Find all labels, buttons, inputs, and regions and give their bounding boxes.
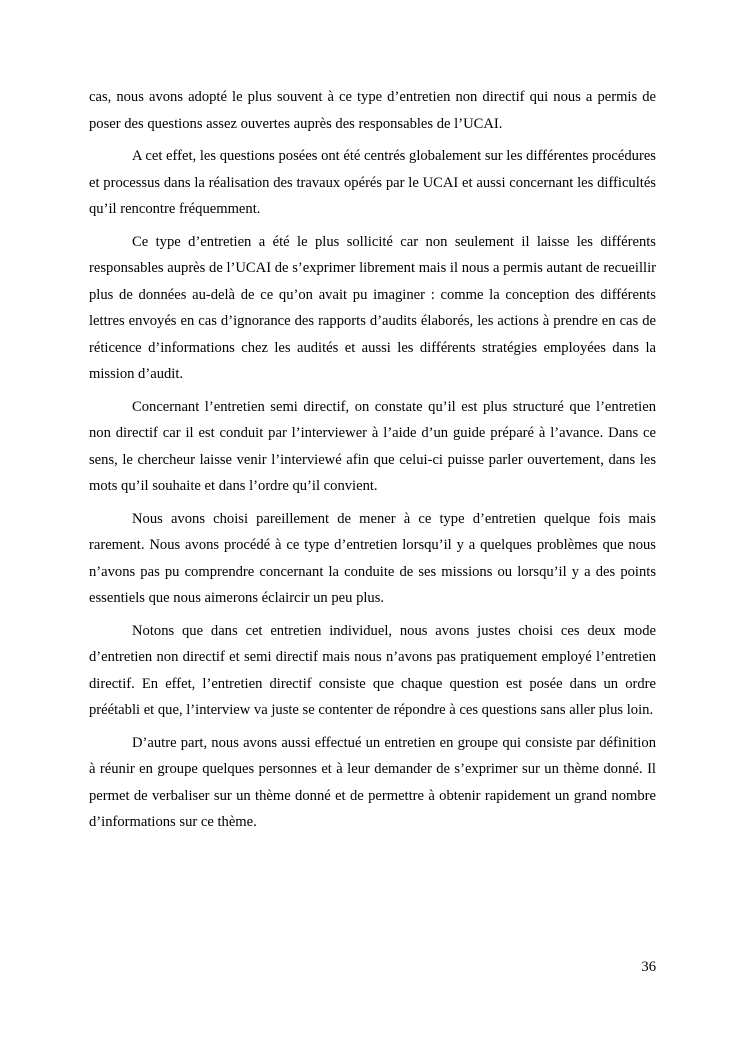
body-text — [89, 84, 656, 842]
paragraph-2: A cet effet, les questions posées ont été centrés globalement sur les différentes procédures et processus dans la réalisation des travaux opérés par le UCAI et aussi concernant les difficultés qu’il rencontre fréquemment. — [89, 148, 656, 217]
paragraph-7: D’autre part, nous avons aussi effectué un entretien en groupe qui consiste par définition à réunir en groupe quelques personnes et à leur demander de s’exprimer sur un thème donné. Il permet de verbaliser sur un thème donné et de permettre à obtenir rapidement un grand nombre d’informations sur ce thème. — [89, 734, 656, 830]
paragraph-3: Ce type d’entretien a été le plus sollicité car non seulement il laisse les différents responsables auprès de l’UCAI de s’exprimer librement mais il nous a permis autant de recueillir plus de données au-delà de ce qu’on avait pu imaginer : comme la conception des différents lettres envoyés en cas d’ignorance des rapports d’audits élaborés, les actions à prendre en cas de réticence d’informations chez les audités et aussi les différents stratégies employées dans la mission d’audit. — [89, 233, 656, 382]
paragraph-6: Notons que dans cet entretien individuel, nous avons justes choisi ces deux mode d’entretien non directif et semi directif mais nous n’avons pas pratiquement employé l’entretien directif. En effet, l’entretien directif consiste que chaque question est posée dans un ordre préétabli et que, l’interview va juste se contenter de répondre à ces questions sans aller plus loin. — [89, 622, 656, 718]
paragraph-4: Concernant l’entretien semi directif, on constate qu’il est plus structuré que l’entretien non directif car il est conduit par l’interviewer à l’aide d’un guide préparé à l’avance. Dans ce sens, le chercheur laisse venir l’interviewé afin que celui-ci puisse parler ouvertement, dans les mots qu’il souhaite et dans l’ordre qu’il convient. — [89, 398, 656, 494]
paragraph-1: cas, nous avons adopté le plus souvent à ce type d’entretien non directif qui nous a permis de poser des questions assez ouvertes auprès des responsables de l’UCAI. — [89, 89, 656, 132]
paragraph-5: Nous avons choisi pareillement de mener à ce type d’entretien quelque fois mais rarement. Nous avons procédé à ce type d’entretien lorsqu’il y a quelques problèmes que nous n’avons pas pu comprendre concernant la conduite de ses missions ou lorsqu’il y a des points essentiels que nous aimerons éclaircir un peu plus. — [89, 510, 656, 606]
page-number: 36 — [641, 959, 656, 975]
